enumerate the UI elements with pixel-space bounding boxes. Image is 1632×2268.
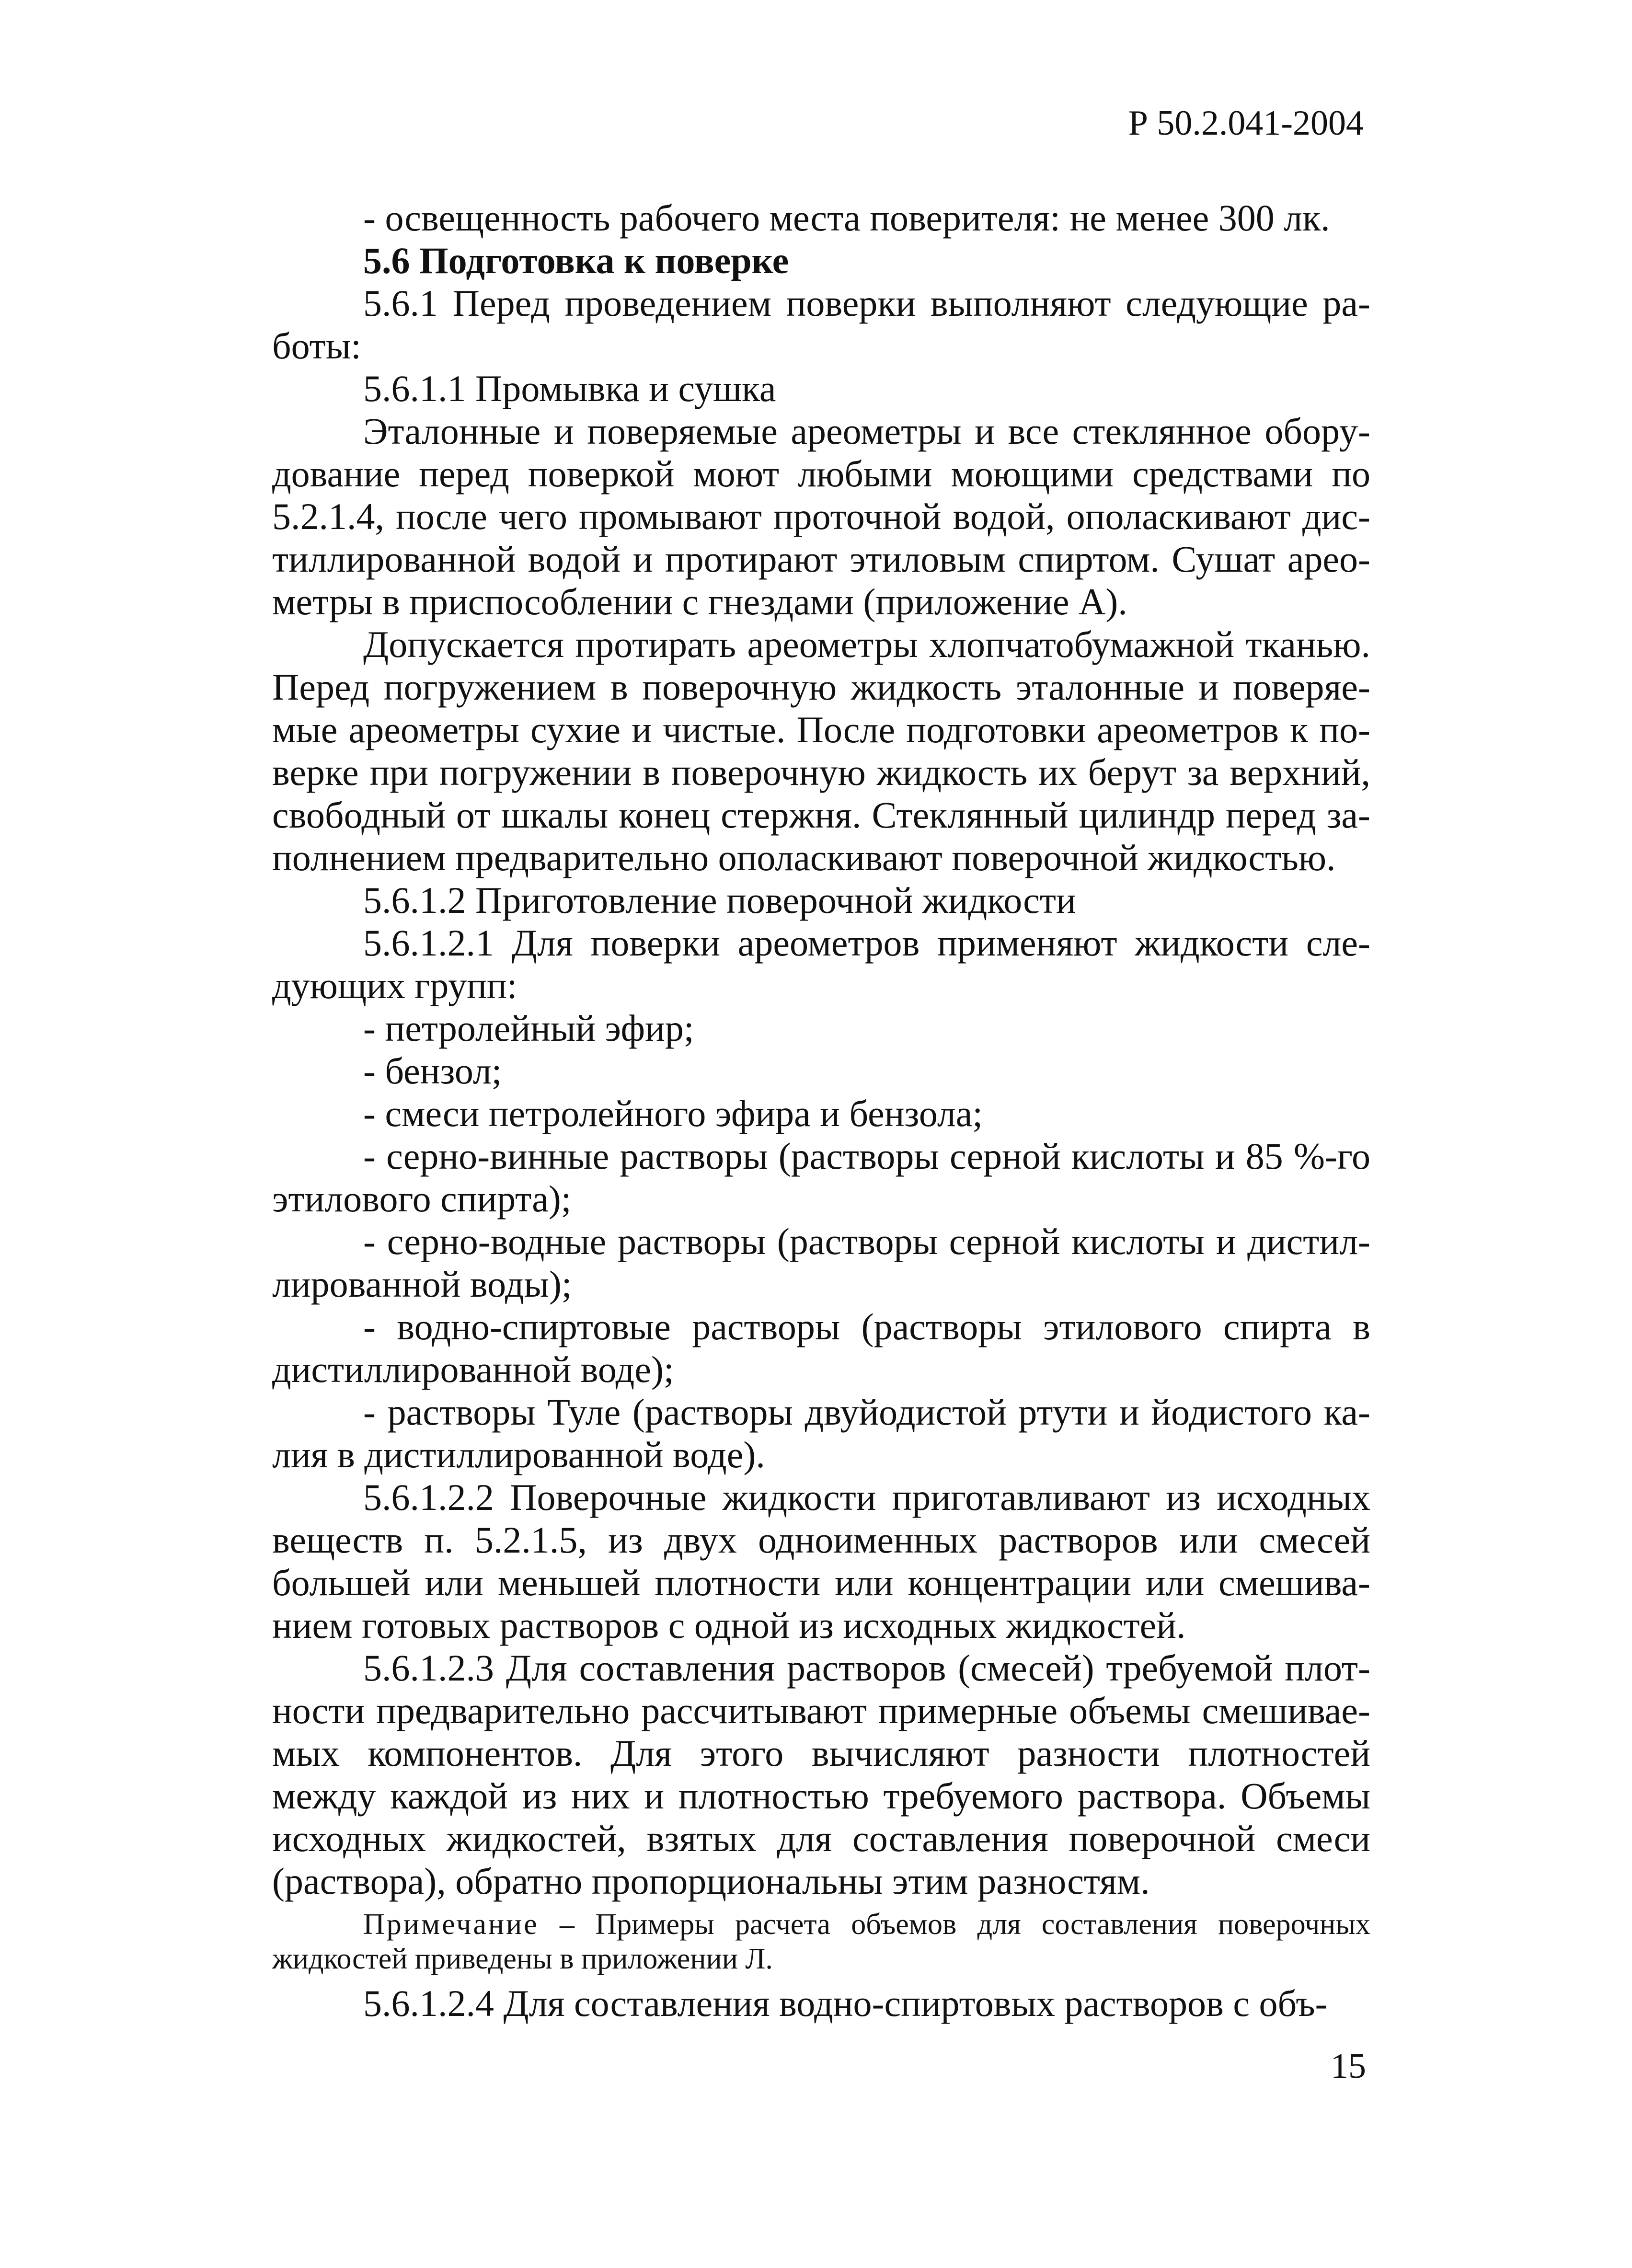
paragraph-washing: Эталонные и поверяемые ареометры и все стеклянное оборудование перед поверкой моют любыми моющими средствами по 5.2.1.4, после чего промывают проточной водой, ополаскивают дистиллированной водой и протирают этиловым спиртом. Сушат ареометры в приспособлении с гнездами (приложение А). (272, 410, 1370, 622)
list-item: - серно-водные растворы (растворы серной кислоты и дистиллированной воды); (272, 1220, 1370, 1305)
list-item: - бензол; (363, 1050, 502, 1092)
paragraph-wiping: Допускается протирать ареометры хлопчатобумажной тканью. Перед погружением в поверочную жидкость эталонные и поверяемые ареометры сухие и чистые. После подготовки ареометров к поверке при погружении в поверочную жидкость их берут за верхний, свободный от шкалы конец стержня. Стеклянный цилиндр перед заполнением предварительно ополаскивают поверочной жидкостью. (272, 623, 1370, 878)
note-text: – Примеры расчета объемов для составления поверочных жидкостей приведены в приложении Л. (272, 1908, 1370, 1975)
paragraph-5-6-1-2-3: 5.6.1.2.3 Для составления растворов (смесей) требуемой плотности предварительно рассчитывают примерные объемы смешиваемых компонентов. Для этого вычисляют разности плотностей между каждой из них и плотностью требуемого раствора. Объемы исходных жидкостей, взятых для составления поверочной смеси (раствора), обратно пропорциональны этим разностям. (272, 1647, 1370, 1902)
paragraph-5-6-1-2-4: 5.6.1.2.4 Для составления водно-спиртовых растворов с объ- (363, 1982, 1328, 2024)
note-label: Примечание (363, 1908, 539, 1941)
list-item: - водно-спиртовые растворы (растворы этилового спирта в дистиллированной воде); (272, 1306, 1370, 1390)
list-item: - растворы Туле (растворы двуйодистой ртути и йодистого калия в дистиллированной воде). (272, 1391, 1370, 1475)
paragraph-5-6-1-1: 5.6.1.1 Промывка и сушка (363, 368, 776, 409)
page-body (272, 196, 1370, 2025)
list-item: - смеси петролейного эфира и бензола; (363, 1093, 983, 1134)
paragraph-5-6-1: 5.6.1 Перед проведением поверки выполняют следующие работы: (272, 282, 1370, 367)
list-item: - петролейный эфир; (363, 1007, 694, 1049)
section-heading: 5.6 Подготовка к поверке (363, 240, 789, 281)
note (272, 1907, 1370, 1976)
paragraph-illumination: - освещенность рабочего места поверителя: не менее 300 лк. (363, 197, 1330, 239)
paragraph-5-6-1-2-2: 5.6.1.2.2 Поверочные жидкости приготавливают из исходных веществ п. 5.2.1.5, из двух одноименных растворов или смесей большей или меньшей плотности или концентрации или смешиванием готовых растворов с одной из исходных жидкостей. (272, 1476, 1370, 1646)
paragraph-5-6-1-2: 5.6.1.2 Приготовление поверочной жидкости (363, 879, 1076, 921)
page-number: 15 (1331, 2047, 1366, 2086)
paragraph-5-6-1-2-1: 5.6.1.2.1 Для поверки ареометров применяют жидкости следующих групп: (272, 922, 1370, 1006)
document-code: Р 50.2.041-2004 (1128, 104, 1364, 143)
list-item: - серно-винные растворы (растворы серной кислоты и 85 %-го этилового спирта); (272, 1135, 1370, 1220)
